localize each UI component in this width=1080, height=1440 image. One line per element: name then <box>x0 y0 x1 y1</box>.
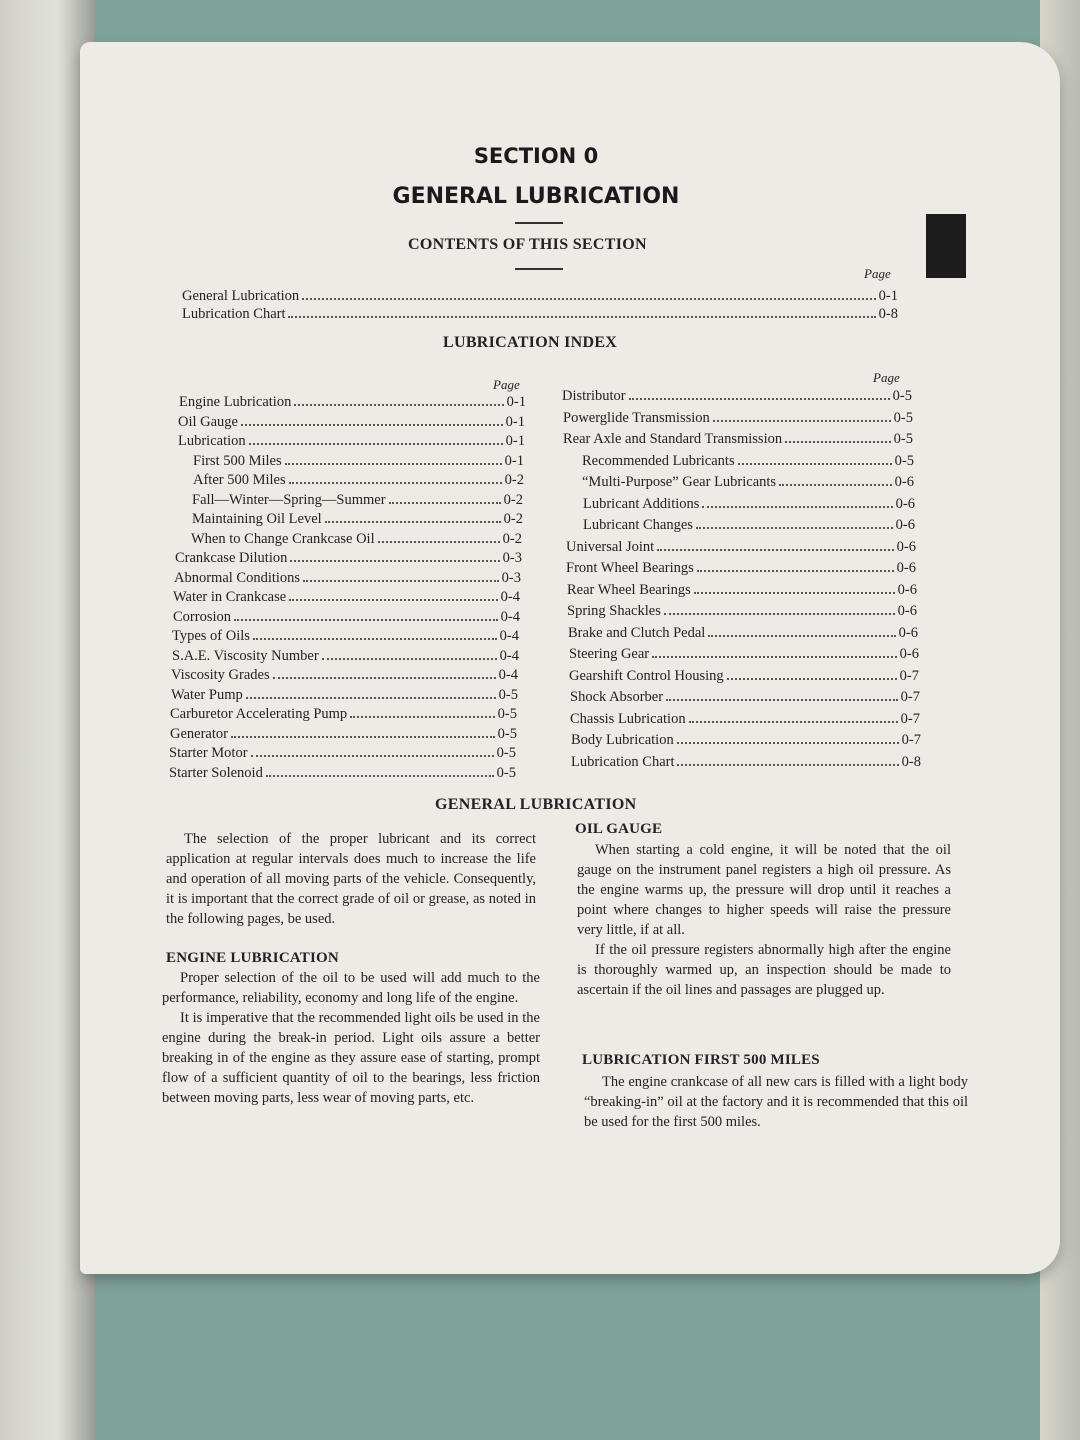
dot-leader <box>302 288 876 300</box>
entry-label: Gearshift Control Housing <box>569 667 724 684</box>
index-entry <box>173 589 520 606</box>
dot-leader <box>234 609 498 621</box>
entry-page-number: 0-4 <box>498 667 518 684</box>
index-entry <box>178 433 525 450</box>
entry-page-number: 0-4 <box>500 608 520 625</box>
intro-paragraph <box>166 829 536 929</box>
section-number: SECTION 0 <box>473 144 599 168</box>
entry-label: Engine Lubrication <box>179 394 292 411</box>
entry-page-number: 0-1 <box>504 452 524 469</box>
dot-leader <box>664 603 895 615</box>
entry-label: Powerglide Transmission <box>563 409 710 426</box>
entry-page-number: 0-5 <box>496 764 516 781</box>
entry-page-number: 0-2 <box>503 511 523 528</box>
index-entry <box>169 765 516 782</box>
index-entry <box>172 628 519 645</box>
entry-page-number: 0-3 <box>502 550 522 567</box>
entry-page-number: 0-6 <box>897 603 917 620</box>
index-entry <box>171 667 518 684</box>
dot-leader <box>273 667 496 679</box>
index-entry <box>191 531 522 548</box>
dot-leader <box>708 625 895 637</box>
entry-page-number: 0-4 <box>499 628 519 645</box>
index-entry <box>571 754 921 771</box>
index-entry <box>170 706 517 723</box>
contents-heading: CONTENTS OF THIS SECTION <box>408 236 647 253</box>
dot-leader <box>697 560 894 572</box>
first-500-paragraph: The engine crankcase of all new cars is filled with a light body “breaking-in” oil at the factory and it is recommended that this oil be used for the first 500 miles. <box>584 1074 968 1130</box>
index-heading: LUBRICATION INDEX <box>443 334 618 351</box>
entry-label: Body Lubrication <box>571 732 674 749</box>
entry-label: Water Pump <box>171 686 243 703</box>
index-entry <box>566 560 916 577</box>
entry-page-number: 0-6 <box>894 474 914 491</box>
entry-page-number: 0-5 <box>496 745 516 762</box>
index-entry <box>568 625 918 642</box>
index-entry <box>169 745 516 762</box>
dot-leader <box>713 410 891 422</box>
dot-leader <box>290 550 499 562</box>
entry-label: Lubrication <box>178 433 246 450</box>
entry-page-number: 0-4 <box>500 589 520 606</box>
index-entry <box>171 687 518 704</box>
index-entry <box>570 689 920 706</box>
index-entry <box>569 646 919 663</box>
dot-leader <box>303 570 499 582</box>
entry-label: Rear Wheel Bearings <box>567 581 691 598</box>
dot-leader <box>246 687 496 699</box>
general-lubrication-heading: GENERAL LUBRICATION <box>435 796 637 813</box>
entry-page-number: 0-1 <box>506 394 526 411</box>
dot-leader <box>689 711 898 723</box>
index-entry <box>566 539 916 556</box>
title-rule <box>515 222 563 224</box>
dot-leader <box>677 754 898 766</box>
dot-leader <box>294 394 503 406</box>
oil-gauge-text <box>577 840 951 1000</box>
index-entry <box>172 648 519 665</box>
index-entry <box>569 668 919 685</box>
index-entry <box>567 603 917 620</box>
entry-page-number: 0-7 <box>900 689 920 706</box>
entry-label: Lubricant Additions <box>583 495 700 512</box>
dot-leader <box>694 582 895 594</box>
dot-leader <box>666 689 898 701</box>
entry-label: Lubrication Chart <box>182 306 286 323</box>
entry-label: Types of Oils <box>172 628 250 645</box>
entry-label: When to Change Crankcase Oil <box>191 530 375 547</box>
entry-page-number: 0-5 <box>497 706 517 723</box>
entry-page-number: 0-2 <box>502 530 522 547</box>
index-entry <box>173 609 520 626</box>
index-entry <box>192 511 523 528</box>
contents-page-label: Page <box>864 266 891 281</box>
dot-leader <box>251 745 494 757</box>
dot-leader <box>350 706 494 718</box>
entry-page-number: 0-6 <box>899 646 919 663</box>
index-entry <box>193 453 524 470</box>
entry-label: After 500 Miles <box>193 472 286 489</box>
entry-page-number: 0-7 <box>900 710 920 727</box>
entry-page-number: 0-8 <box>878 306 898 323</box>
entry-label: Steering Gear <box>569 646 650 663</box>
entry-page-number: 0-5 <box>894 452 914 469</box>
index-entry <box>563 431 913 448</box>
entry-label: Recommended Lubricants <box>582 452 735 469</box>
entry-label: First 500 Miles <box>193 452 282 469</box>
engine-lubrication-heading: ENGINE LUBRICATION <box>166 950 339 966</box>
entry-label: Lubrication Chart <box>571 753 675 770</box>
entry-page-number: 0-5 <box>893 409 913 426</box>
dot-leader <box>289 589 497 601</box>
entry-page-number: 0-6 <box>895 495 915 512</box>
entry-label: “Multi-Purpose” Gear Lubricants <box>582 474 777 491</box>
entry-label: Rear Axle and Standard Transmission <box>563 431 783 448</box>
entry-label: Crankcase Dilution <box>175 550 288 567</box>
dot-leader <box>325 511 501 523</box>
entry-page-number: 0-5 <box>893 431 913 448</box>
entry-label: Brake and Clutch Pedal <box>568 624 706 641</box>
entry-label: Fall—Winter—Spring—Summer <box>192 491 386 508</box>
entry-page-number: 0-6 <box>895 517 915 534</box>
dot-leader <box>727 668 897 680</box>
entry-label: General Lubrication <box>182 288 300 305</box>
first-500-text <box>584 1072 968 1132</box>
index-entry <box>583 517 915 534</box>
entry-label: Generator <box>170 725 228 742</box>
entry-page-number: 0-2 <box>504 472 524 489</box>
dot-leader <box>652 646 897 658</box>
entry-label: Front Wheel Bearings <box>566 560 694 577</box>
entry-page-number: 0-1 <box>505 413 525 430</box>
index-entry <box>562 388 912 405</box>
index-entry <box>582 474 914 491</box>
entry-page-number: 0-2 <box>503 491 523 508</box>
dot-leader <box>696 517 893 529</box>
entry-label: Abnormal Conditions <box>174 569 301 586</box>
index-entry <box>192 492 523 509</box>
entry-label: Starter Solenoid <box>169 764 263 781</box>
dot-leader <box>249 433 503 445</box>
index-entry <box>179 394 526 411</box>
contents-rule <box>515 268 563 270</box>
dot-leader <box>289 472 502 484</box>
entry-page-number: 0-5 <box>892 388 912 405</box>
intro-text: The selection of the proper lubricant and its correct application at regular intervals does much to increase the life and operation of all moving parts of the vehicle. Consequently, it is important that the correct grade of oil or grease, as noted in the following pages, be used. <box>166 831 536 927</box>
index-right-page-label: Page <box>873 370 900 385</box>
entry-page-number: 0-8 <box>901 753 921 770</box>
entry-label: Oil Gauge <box>178 413 238 430</box>
entry-label: Maintaining Oil Level <box>192 511 322 528</box>
entry-page-number: 0-3 <box>501 569 521 586</box>
oil-gauge-paragraph-1: When starting a cold engine, it will be noted that the oil gauge on the instrument panel registers a high oil pressure. As the engine warms up, the pressure will drop until it reaches a point where changes to higher speeds will raise the pressure very little, if at all. <box>577 842 951 938</box>
oil-gauge-heading: OIL GAUGE <box>575 821 663 837</box>
dot-leader <box>231 726 495 738</box>
entry-page-number: 0-1 <box>878 288 898 305</box>
entry-label: Lubricant Changes <box>583 517 693 534</box>
index-entry <box>570 711 920 728</box>
oil-gauge-paragraph-2: If the oil pressure registers abnormally high after the engine is thoroughly warmed up, an inspection should be made to ascertain if the oil lines and passages are plugged up. <box>577 942 951 998</box>
engine-lubrication-text <box>162 968 540 1108</box>
dot-leader <box>322 648 497 660</box>
dot-leader <box>241 414 503 426</box>
dot-leader <box>785 431 891 443</box>
dot-leader <box>677 732 899 744</box>
entry-label: Water in Crankcase <box>173 589 287 606</box>
entry-label: Shock Absorber <box>570 689 664 706</box>
entry-label: Starter Motor <box>169 745 248 762</box>
index-entry <box>178 414 525 431</box>
dot-leader <box>738 453 892 465</box>
entry-label: Corrosion <box>173 608 231 625</box>
entry-page-number: 0-7 <box>899 667 919 684</box>
entry-label: Carburetor Accelerating Pump <box>170 706 348 723</box>
dot-leader <box>378 531 500 543</box>
entry-label: Distributor <box>562 388 626 405</box>
entry-page-number: 0-5 <box>498 686 518 703</box>
entry-label: Viscosity Grades <box>171 667 270 684</box>
index-entry <box>583 496 915 513</box>
dot-leader <box>629 388 890 400</box>
dot-leader <box>266 765 494 777</box>
dot-leader <box>253 628 497 640</box>
dot-leader <box>389 492 501 504</box>
index-left-page-label: Page <box>493 377 520 392</box>
entry-page-number: 0-5 <box>497 725 517 742</box>
entry-page-number: 0-6 <box>898 624 918 641</box>
entry-label: Spring Shackles <box>567 603 661 620</box>
index-entry <box>582 453 914 470</box>
entry-page-number: 0-4 <box>499 647 519 664</box>
first-500-heading: LUBRICATION FIRST 500 MILES <box>582 1052 820 1068</box>
entry-page-number: 0-6 <box>896 538 916 555</box>
entry-page-number: 0-6 <box>896 560 916 577</box>
entry-label: S.A.E. Viscosity Number <box>172 647 319 664</box>
index-entry <box>567 582 917 599</box>
entry-page-number: 0-6 <box>897 581 917 598</box>
dot-leader <box>657 539 893 551</box>
entry-label: Chassis Lubrication <box>570 710 686 727</box>
entry-page-number: 0-7 <box>901 732 921 749</box>
index-entry <box>174 570 521 587</box>
index-entry <box>193 472 524 489</box>
index-entry <box>182 306 898 323</box>
dot-leader <box>779 474 892 486</box>
engine-paragraph-2: It is imperative that the recommended light oils be used in the engine during the break-in period. Light oils assure a better breaking in of the engine as they assure ease of starting, prompt flow of a sufficient quantity of oil to the bearings, less friction between moving parts, less wear of moving parts, etc. <box>162 1010 540 1106</box>
index-entry <box>170 726 517 743</box>
index-entry <box>571 732 921 749</box>
entry-label: Universal Joint <box>566 538 655 555</box>
index-entry <box>563 410 913 427</box>
index-entry <box>182 288 898 305</box>
section-tab-marker <box>926 214 966 278</box>
section-title: GENERAL LUBRICATION <box>392 184 680 209</box>
index-entry <box>175 550 522 567</box>
dot-leader <box>285 453 502 465</box>
dot-leader <box>702 496 892 508</box>
dot-leader <box>288 306 875 318</box>
entry-page-number: 0-1 <box>505 433 525 450</box>
engine-paragraph-1: Proper selection of the oil to be used will add much to the performance, reliability, economy and long life of the engine. <box>162 970 540 1006</box>
